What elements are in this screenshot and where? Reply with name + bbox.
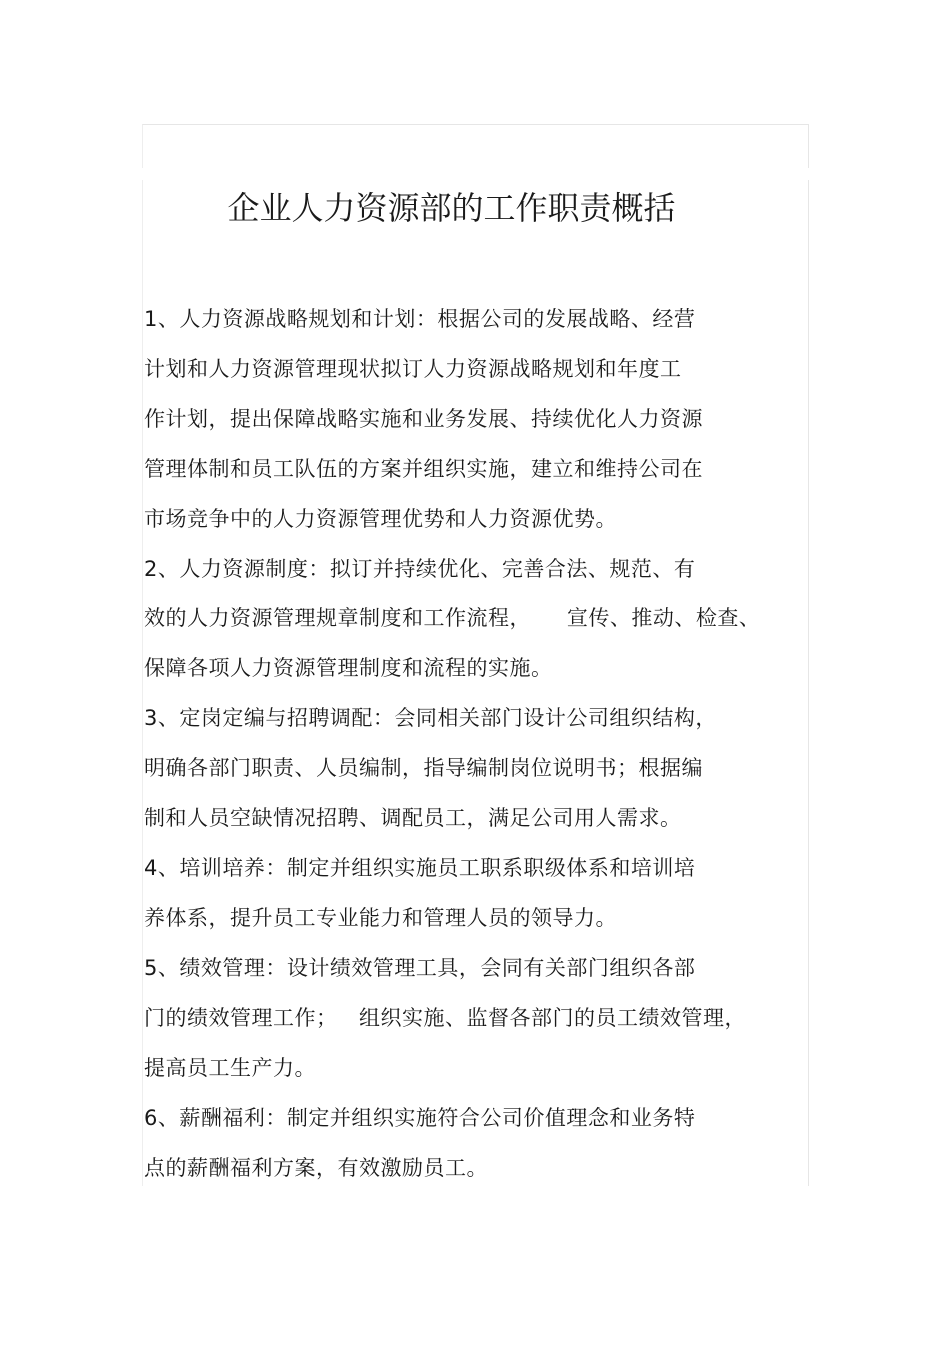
body-line: 1、人力资源战略规划和计划：根据公司的发展战略、经营	[144, 307, 696, 331]
page-frame-top	[142, 124, 809, 168]
body-line: 保障各项人力资源管理制度和流程的实施。	[144, 656, 553, 680]
body-line: 4、培训培养：制定并组织实施员工职系职级体系和培训培	[144, 856, 696, 880]
body-line: 门的绩效管理工作； 组织实施、监督各部门的员工绩效管理，	[144, 1006, 747, 1030]
document-title: 企业人力资源部的工作职责概括	[227, 189, 676, 227]
body-line: 提高员工生产力。	[144, 1056, 316, 1080]
body-line: 效的人力资源管理规章制度和工作流程， 宣传、推动、检查、	[144, 606, 761, 630]
body-line: 管理体制和员工队伍的方案并组织实施，建立和维持公司在	[144, 457, 703, 481]
body-line: 6、薪酬福利：制定并组织实施符合公司价值理念和业务特	[144, 1106, 696, 1130]
body-line: 3、定岗定编与招聘调配：会同相关部门设计公司组织结构，	[144, 706, 717, 730]
body-line: 5、绩效管理：设计绩效管理工具，会同有关部门组织各部	[144, 956, 696, 980]
body-line: 制和人员空缺情况招聘、调配员工，满足公司用人需求。	[144, 806, 682, 830]
body-line: 市场竞争中的人力资源管理优势和人力资源优势。	[144, 507, 617, 531]
body-line: 计划和人力资源管理现状拟订人力资源战略规划和年度工	[144, 357, 682, 381]
body-line: 点的薪酬福利方案，有效激励员工。	[144, 1156, 488, 1180]
body-line: 养体系，提升员工专业能力和管理人员的领导力。	[144, 906, 617, 930]
body-line: 明确各部门职责、人员编制，指导编制岗位说明书；根据编	[144, 756, 703, 780]
body-line: 作计划，提出保障战略实施和业务发展、持续优化人力资源	[144, 407, 703, 431]
body-line: 2、人力资源制度：拟订并持续优化、完善合法、规范、有	[144, 557, 696, 581]
